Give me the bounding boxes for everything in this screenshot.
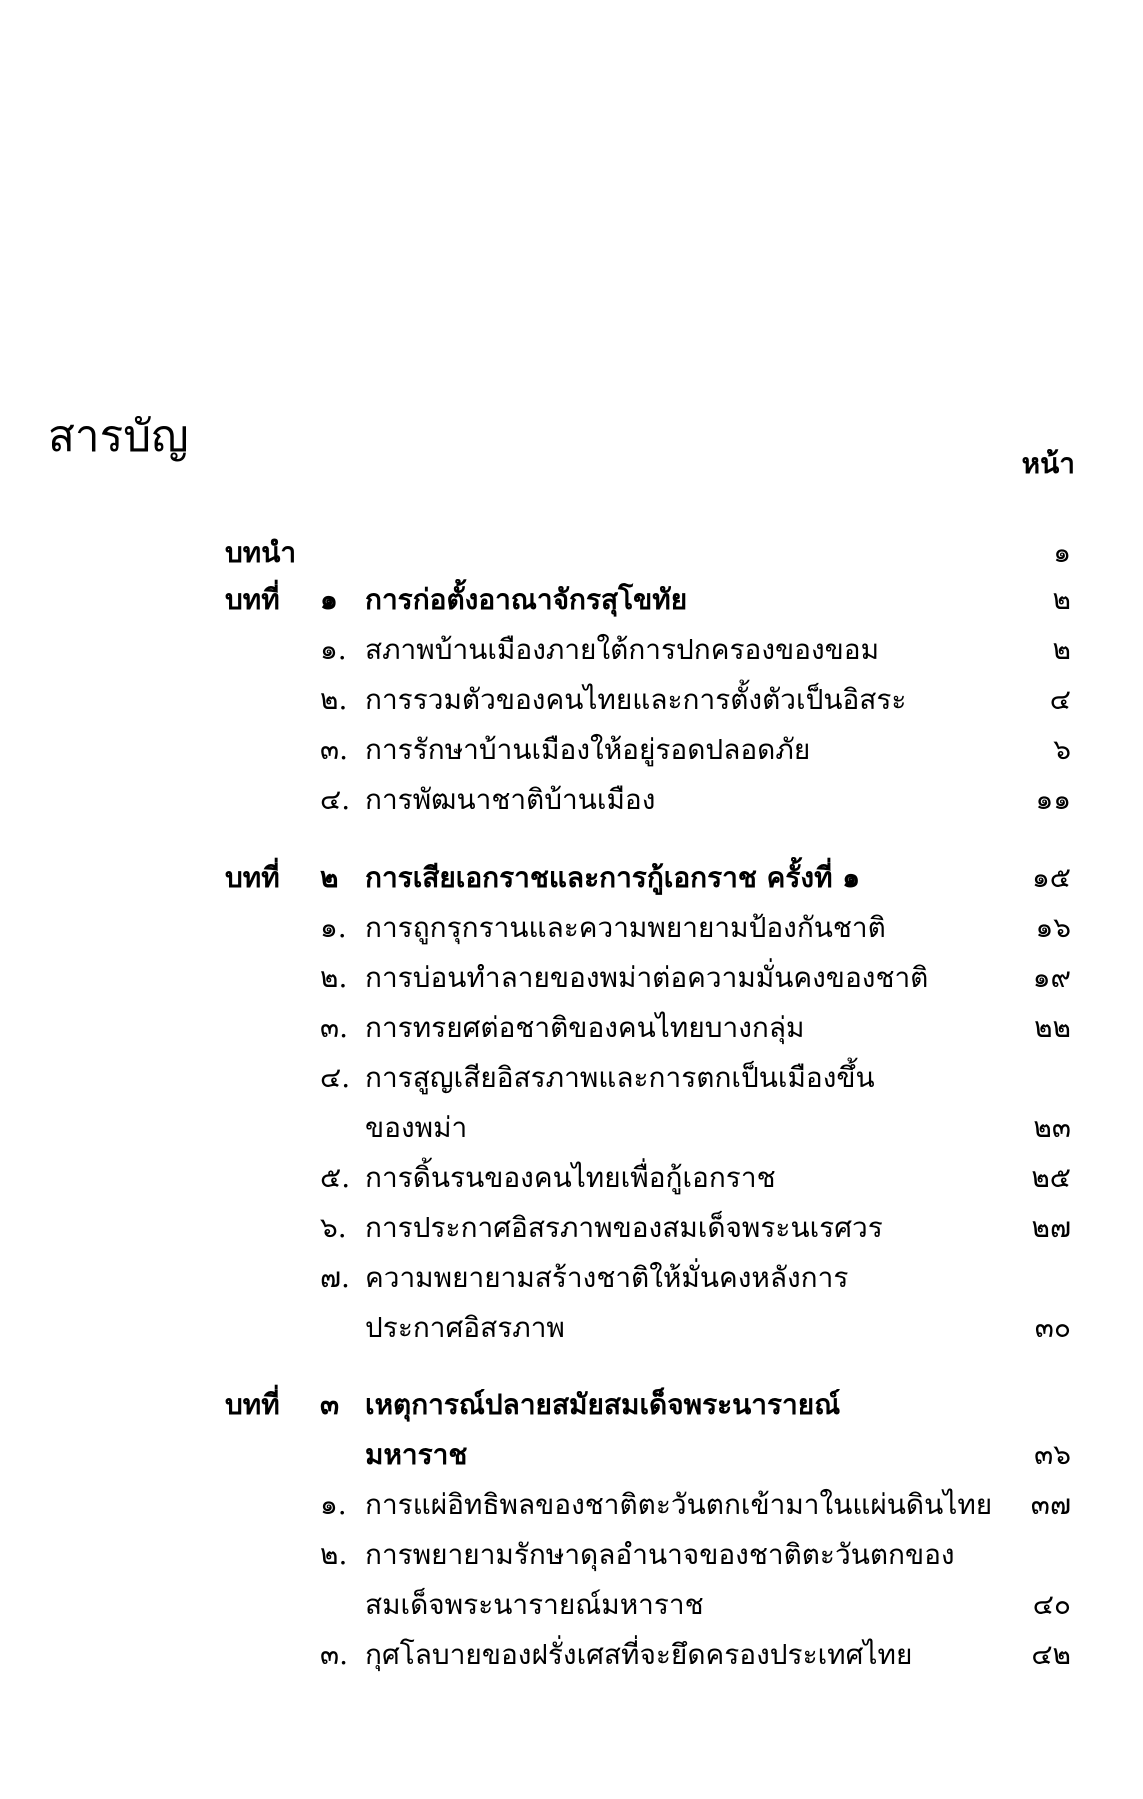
section-title: การประกาศอิสรภาพของสมเด็จพระนเรศวร bbox=[365, 1211, 883, 1244]
section-number: ๒. bbox=[320, 683, 348, 716]
toc-section bbox=[0, 961, 1143, 995]
toc-section bbox=[0, 683, 1143, 717]
section-title-continued: ของพม่า bbox=[365, 1111, 468, 1144]
section-title-continued: สมเด็จพระนารายณ์มหาราช bbox=[365, 1588, 704, 1621]
chapter-title: การเสียเอกราชและการกู้เอกราช ครั้งที่ ๑ bbox=[365, 861, 861, 894]
toc-entry-intro bbox=[0, 536, 1143, 570]
toc-section-continued bbox=[0, 1588, 1143, 1622]
chapter-title: เหตุการณ์ปลายสมัยสมเด็จพระนารายณ์ bbox=[365, 1388, 841, 1421]
entry-page: ๒๕ bbox=[1031, 1161, 1071, 1194]
entry-page: ๔ bbox=[1049, 683, 1071, 716]
section-title: ความพยายามสร้างชาติให้มั่นคงหลังการ bbox=[365, 1261, 849, 1294]
chapter-title-continued: มหาราช bbox=[365, 1438, 468, 1471]
section-title: การรวมตัวของคนไทยและการตั้งตัวเป็นอิสระ bbox=[365, 683, 907, 716]
toc-section bbox=[0, 1061, 1143, 1095]
toc-section bbox=[0, 1211, 1143, 1245]
entry-lead: บทที่ bbox=[225, 861, 280, 894]
toc-section bbox=[0, 1538, 1143, 1572]
chapter-number: ๓ bbox=[320, 1388, 340, 1421]
entry-page: ๒๗ bbox=[1031, 1211, 1071, 1244]
entry-page: ๒ bbox=[1052, 633, 1071, 666]
entry-page: ๑๙ bbox=[1032, 961, 1071, 994]
entry-page: ๒๓ bbox=[1033, 1111, 1071, 1144]
toc-section bbox=[0, 1488, 1143, 1522]
page-title: สารบัญ bbox=[48, 411, 189, 462]
toc-chapter-3 bbox=[0, 1388, 1143, 1422]
section-number: ๕. bbox=[320, 1161, 351, 1194]
entry-page: ๓๐ bbox=[1034, 1311, 1071, 1344]
section-title: กุศโลบายของฝรั่งเศสที่จะยึดครองประเทศไทย bbox=[365, 1638, 913, 1671]
entry-lead: บทที่ bbox=[225, 1388, 280, 1421]
section-title: การรักษาบ้านเมืองให้อยู่รอดปลอดภัย bbox=[365, 733, 811, 766]
section-number: ๓. bbox=[320, 733, 349, 766]
entry-page: ๖ bbox=[1053, 733, 1071, 766]
page-column-header: หน้า bbox=[1021, 447, 1075, 480]
chapter-title: การก่อตั้งอาณาจักรสุโขทัย bbox=[365, 583, 688, 616]
section-title: การแผ่อิทธิพลของชาติตะวันตกเข้ามาในแผ่นดินไทย bbox=[365, 1488, 993, 1521]
section-number: ๑. bbox=[320, 1488, 347, 1521]
toc-section bbox=[0, 633, 1143, 667]
section-number: ๑. bbox=[320, 911, 347, 944]
entry-lead: บทนำ bbox=[225, 536, 297, 569]
toc-section bbox=[0, 1261, 1143, 1295]
toc-chapter-continued bbox=[0, 1438, 1143, 1472]
chapter-number: ๒ bbox=[320, 861, 339, 894]
section-number: ๔. bbox=[320, 783, 351, 816]
toc-section bbox=[0, 1161, 1143, 1195]
entry-page: ๓๖ bbox=[1034, 1438, 1071, 1471]
toc-section-continued bbox=[0, 1111, 1143, 1145]
section-title: การทรยศต่อชาติของคนไทยบางกลุ่ม bbox=[365, 1011, 805, 1044]
entry-page: ๔๒ bbox=[1031, 1638, 1071, 1671]
entry-page: ๒ bbox=[1052, 583, 1071, 616]
section-number: ๒. bbox=[320, 961, 348, 994]
toc-section bbox=[0, 733, 1143, 767]
section-number: ๒. bbox=[320, 1538, 348, 1571]
entry-page: ๒๒ bbox=[1034, 1011, 1071, 1044]
toc-chapter-1 bbox=[0, 583, 1143, 617]
entry-page: ๑๕ bbox=[1032, 861, 1071, 894]
toc-section bbox=[0, 911, 1143, 945]
section-number: ๓. bbox=[320, 1638, 349, 1671]
entry-lead: บทที่ bbox=[225, 583, 280, 616]
section-number: ๓. bbox=[320, 1011, 349, 1044]
section-title: การสูญเสียอิสรภาพและการตกเป็นเมืองขึ้น bbox=[365, 1061, 875, 1094]
section-number: ๖. bbox=[320, 1211, 347, 1244]
section-number: ๔. bbox=[320, 1061, 351, 1094]
section-number: ๗. bbox=[320, 1261, 350, 1294]
entry-page: ๓๗ bbox=[1030, 1488, 1071, 1521]
entry-page: ๑๖ bbox=[1035, 911, 1071, 944]
section-title: การถูกรุกรานและความพยายามป้องกันชาติ bbox=[365, 911, 886, 944]
toc-section bbox=[0, 783, 1143, 817]
entry-page: ๔๐ bbox=[1032, 1588, 1071, 1621]
section-title-continued: ประกาศอิสรภาพ bbox=[365, 1311, 565, 1344]
toc-chapter-2 bbox=[0, 861, 1143, 895]
entry-page: ๑๑ bbox=[1035, 783, 1071, 816]
toc-section bbox=[0, 1011, 1143, 1045]
chapter-number: ๑ bbox=[320, 583, 338, 616]
section-title: สภาพบ้านเมืองภายใต้การปกครองของขอม bbox=[365, 633, 880, 666]
section-title: การพยายามรักษาดุลอำนาจของชาติตะวันตกของ bbox=[365, 1538, 955, 1571]
section-number: ๑. bbox=[320, 633, 347, 666]
toc-section-continued bbox=[0, 1311, 1143, 1345]
toc-section bbox=[0, 1638, 1143, 1672]
entry-page: ๑ bbox=[1053, 536, 1071, 569]
section-title: การดิ้นรนของคนไทยเพื่อกู้เอกราช bbox=[365, 1161, 776, 1194]
section-title: การบ่อนทำลายของพม่าต่อความมั่นคงของชาติ bbox=[365, 961, 929, 994]
section-title: การพัฒนาชาติบ้านเมือง bbox=[365, 783, 656, 816]
